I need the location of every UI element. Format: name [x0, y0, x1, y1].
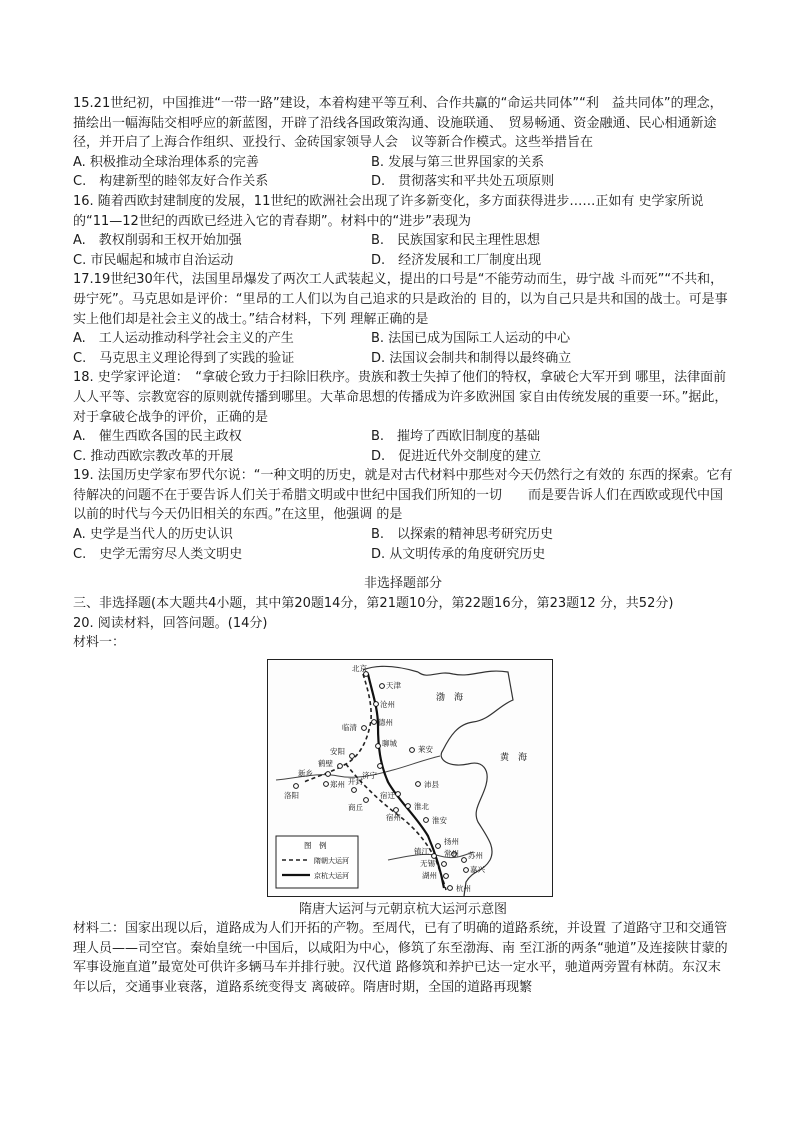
city-label: 无锡 — [420, 859, 435, 869]
question-17 — [73, 270, 733, 368]
option-row — [73, 153, 733, 173]
city-label: 淮安 — [432, 816, 447, 826]
question-stem: 18. 史学家评论道： “拿破仑致力于扫除旧秩序。贵族和教士失掉了他们的特权，拿破仑大军开到 哪里，法律面前人人平等、宗教宽容的原则就传播到哪里。大革命思想的传播成为许多欧洲国 家自由传统发展的重要一环。”据此，对于拿破仑战争的评价，正确的是 — [73, 370, 728, 425]
option-row — [73, 545, 733, 565]
option-row — [73, 447, 733, 467]
question-stem: 16. 随着西欧封建制度的发展，11世纪的欧洲社会出现了许多新变化，多方面获得进步……正如有 史学家所说的“11—12世纪的西欧已经进入它的青春期”。材料中的“进步”表现为 — [73, 193, 704, 229]
section-intro: 三、非选择题(本大题共4小题，其中第20题14分，第21题10分，第22题16分，第23题12 分，共52分) — [73, 596, 674, 612]
option-b[interactable]: B. 发展与第三世界国家的关系 — [371, 154, 545, 170]
option-b[interactable]: B. 法国已成为国际工人运动的中心 — [371, 331, 571, 347]
material-1-label: 材料一： — [73, 635, 126, 651]
sea-bohai-label: 渤 海 — [436, 693, 464, 704]
option-b[interactable]: B. 民族国家和民主理性思想 — [371, 233, 541, 249]
map-legend — [276, 836, 358, 888]
option-row — [73, 329, 733, 349]
option-row — [73, 172, 733, 192]
option-row — [73, 251, 733, 271]
city-label: 镇江 — [414, 847, 429, 857]
option-c[interactable]: C. 市民崛起和城市自治运动 — [73, 252, 234, 268]
option-d[interactable]: D. 贯彻落实和平共处五项原则 — [371, 174, 555, 190]
option-b[interactable]: B. 摧垮了西欧旧制度的基础 — [371, 429, 541, 445]
option-a[interactable]: A. 积极推动全球治理体系的完善 — [73, 154, 259, 170]
option-d[interactable]: D. 法国议会制共和制得以最终确立 — [371, 350, 572, 366]
exam-page — [73, 94, 733, 997]
option-c[interactable]: C. 史学无需穷尽人类文明史 — [73, 546, 243, 562]
question-20-title: 20. 阅读材料，回答问题。(14分) — [73, 615, 268, 631]
city-label: 沧州 — [380, 700, 395, 710]
legend-sui-label: 隋朝大运河 — [314, 857, 349, 866]
question-18 — [73, 368, 733, 466]
option-a[interactable]: A. 工人运动推动科学社会主义的产生 — [73, 331, 294, 347]
city-label: 临清 — [342, 723, 357, 733]
city-label: 洛阳 — [284, 791, 299, 801]
city-label: 聊城 — [382, 739, 397, 749]
city-label: 新乡 — [298, 769, 313, 779]
option-row — [73, 427, 733, 447]
option-b[interactable]: B. 以探索的精神思考研究历史 — [371, 527, 554, 543]
legend-title: 图 例 — [304, 841, 327, 851]
question-stem: 15.21世纪初，中国推进“一带一路”建设，本着构建平等互利、合作共赢的“命运共同体”“利 益共同体”的理念，描绘出一幅海陆交相呼应的新蓝图，开辟了沿线各国政策沟通、设施联通、 贸易畅通、资金融通、民心相通新途径，并开启了上海合作组织、亚投行、金砖国家领导人会 议等新合作模式。这些举措旨在 — [73, 96, 723, 151]
city-label: 宿州 — [386, 813, 401, 823]
city-label: 安阳 — [330, 747, 345, 757]
city-label: 嘉兴 — [470, 865, 485, 875]
question-stem: 17.19世纪30年代，法国里昂爆发了两次工人武装起义，提出的口号是“不能劳动而生，毋宁战 斗而死”“不共和，毋宁死”。马克思如是评价：“里昂的工人们以为自己追求的只是政治的 目的，以为自己只是共和国的战士。可是事实上他们却是社会主义的战士。”结合材料，下列 理解正确的是 — [73, 272, 728, 327]
city-label: 扬州 — [444, 837, 459, 847]
option-a[interactable]: A. 史学是当代人的历史认识 — [73, 527, 233, 543]
option-a[interactable]: A. 催生西欧各国的民主政权 — [73, 429, 242, 445]
map-caption: 隋唐大运河与元朝京杭大运河示意图 — [298, 902, 507, 918]
question-19 — [73, 466, 733, 564]
city-label: 常州 — [444, 849, 459, 859]
section-title: 非选择题部分 — [363, 576, 442, 592]
coastline-north — [363, 666, 418, 672]
city-label: 天津 — [386, 681, 401, 691]
option-d[interactable]: D. 从文明传承的角度研究历史 — [371, 546, 546, 562]
sea-yellow-label: 黄 海 — [500, 753, 528, 764]
question-stem: 19. 法国历史学家布罗代尔说：“一种文明的历史，就是对古代材料中那些对今天仍然行之有效的 东西的探索。它有待解决的问题不在于要告诉人们关于希腊文明或中世纪中国我们所知的一切 而是要告诉人们在西欧或现代中国以前的时代与今天仍旧相关的东西。”在这里，他强调 的是 — [73, 468, 733, 523]
city-label: 苏州 — [468, 851, 483, 861]
city-label: 郑州 — [330, 780, 345, 790]
city-label: 商丘 — [348, 803, 363, 813]
canal-map — [267, 659, 553, 897]
option-c[interactable]: C. 构建新型的睦邻友好合作关系 — [73, 174, 269, 190]
city-label: 北京 — [352, 664, 367, 674]
question-16 — [73, 192, 733, 270]
option-c[interactable]: C. 推动西欧宗教改革的开展 — [73, 448, 234, 464]
city-label: 淮北 — [414, 802, 429, 812]
city-label: 济宁 — [362, 771, 377, 781]
canal-map-svg — [268, 660, 552, 896]
city-label: 鹤壁 — [318, 759, 333, 769]
option-row — [73, 349, 733, 369]
city-label: 莱安 — [418, 745, 433, 755]
option-row — [73, 525, 733, 545]
option-row — [73, 231, 733, 251]
city-label: 宿迁 — [380, 791, 395, 801]
city-label: 湖州 — [422, 871, 437, 881]
option-d[interactable]: D. 经济发展和工厂制度出现 — [371, 252, 542, 268]
city-label: 开封 — [348, 777, 363, 787]
option-c[interactable]: C. 马克思主义理论得到了实践的验证 — [73, 350, 295, 366]
option-a[interactable]: A. 教权削弱和王权开始加强 — [73, 233, 242, 249]
question-15 — [73, 94, 733, 192]
city-label: 德州 — [378, 718, 393, 728]
city-label: 杭州 — [456, 884, 471, 894]
material-2: 材料二：国家出现以后，道路成为人们开拓的产物。至周代，已有了明确的道路系统，并设置 了道路守卫和交通管理人员——司空官。秦始皇统一中国后，以咸阳为中心，修筑了东至渤海、南 至江浙的两条“驰道”及连接陕甘蒙的军事设施直道”最宽处可供许多辆马车并排行驶。汉代道 路修筑和养护已达一定水平，驰道两旁置有林荫。东汉末年以后，交通事业衰落，道路系统变得支 离破碎。隋唐时期，全国的道路再现繁 — [73, 921, 728, 995]
legend-yuan-label: 京杭大运河 — [314, 872, 349, 881]
city-label: 沛县 — [424, 780, 439, 790]
option-d[interactable]: D. 促进近代外交制度的建立 — [371, 448, 542, 464]
